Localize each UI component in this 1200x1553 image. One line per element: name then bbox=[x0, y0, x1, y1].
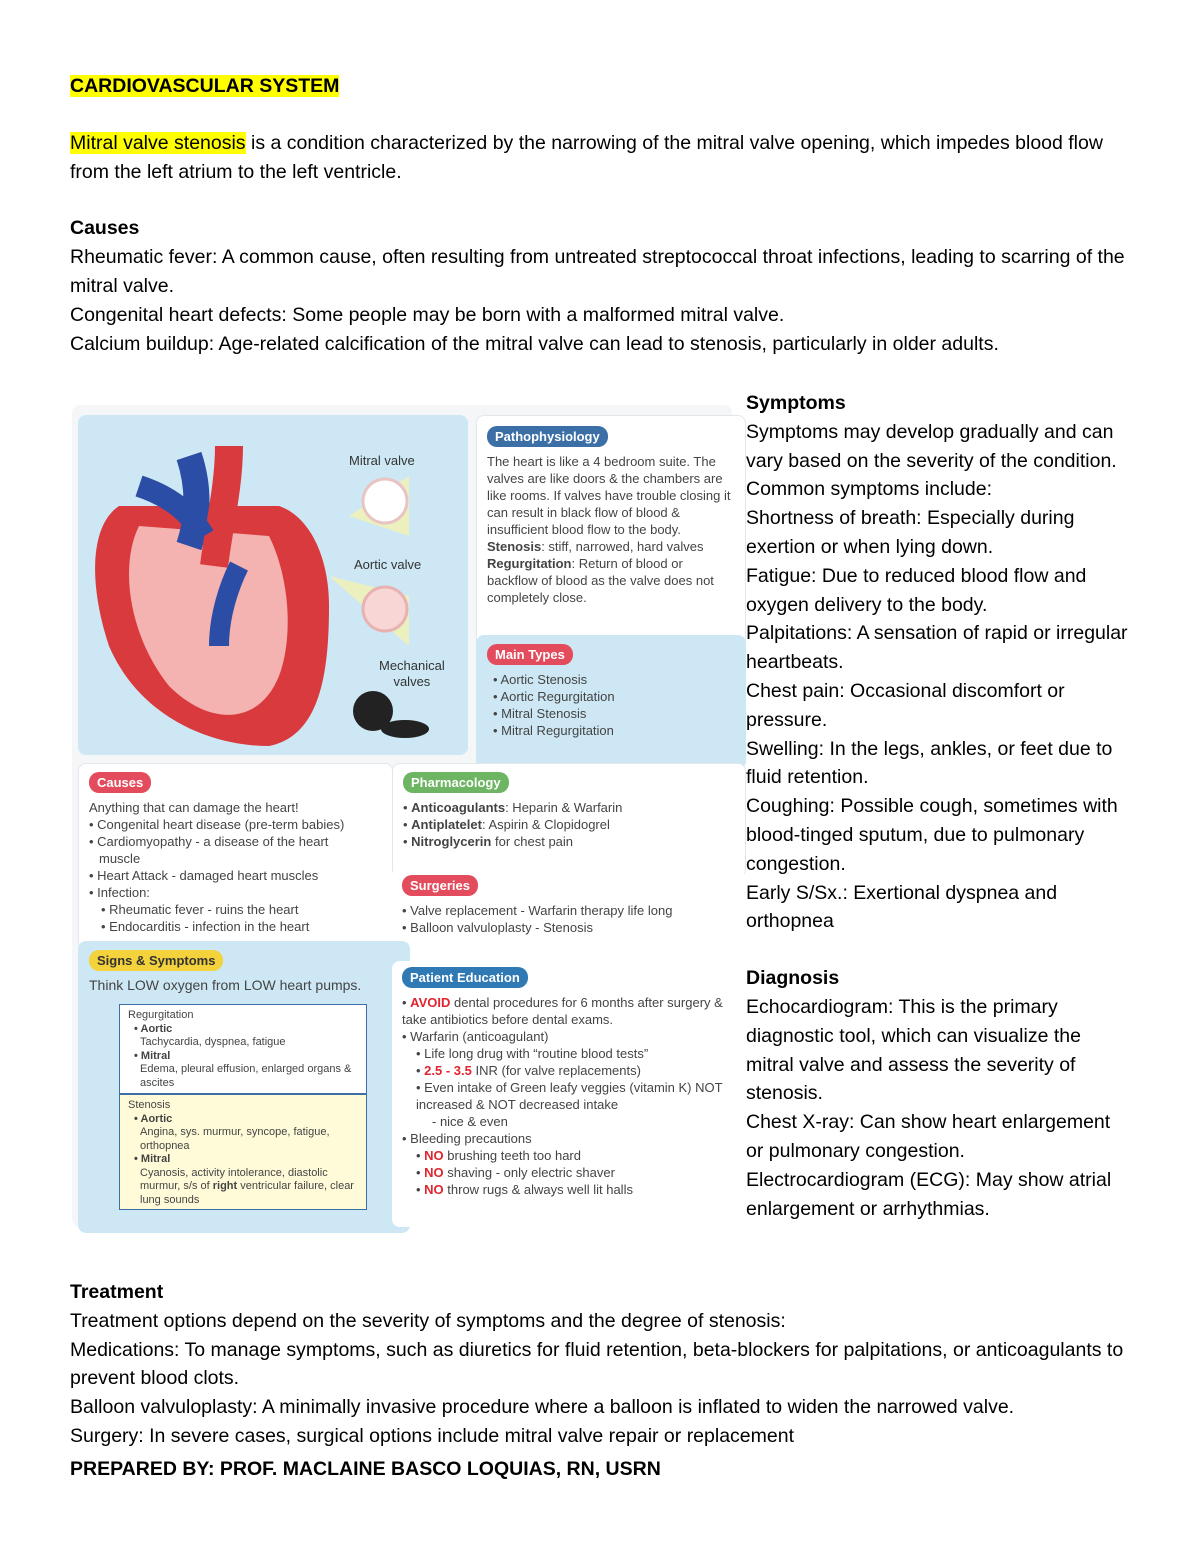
treatment-section bbox=[70, 1278, 1140, 1484]
symptom-line: Coughing: Possible cough, sometimes with blood-tinged sputum, due to pulmonary congestion. bbox=[746, 795, 1118, 875]
valve-infographic bbox=[72, 405, 732, 1227]
symptom-line: Common symptoms include: bbox=[746, 478, 992, 501]
list-item: • Mitral Stenosis bbox=[493, 706, 587, 721]
no-label: NO bbox=[424, 1182, 444, 1197]
patient-education-panel bbox=[392, 961, 744, 1227]
list-item: • Infection: bbox=[89, 885, 150, 900]
list-item: muscle bbox=[99, 851, 141, 866]
bleeding-item: • NO brushing teeth too hard bbox=[416, 1148, 581, 1163]
stenosis-text: : stiff, narrowed, hard valves bbox=[541, 539, 704, 554]
signs-tag: Signs & Symptoms bbox=[89, 950, 223, 971]
right-column bbox=[746, 389, 1131, 1223]
sten-mitral-c: ventricular failure, clear lung sounds bbox=[140, 1180, 354, 1206]
pharm-item: • Antiplatelet: Aspirin & Clopidogrel bbox=[403, 817, 610, 832]
causes-intro: Anything that can damage the heart! bbox=[89, 800, 299, 815]
stenosis-label: Stenosis bbox=[487, 539, 542, 554]
mitral-valve-label: Mitral valve bbox=[349, 453, 415, 468]
pharmacology-tag: Pharmacology bbox=[403, 772, 509, 793]
mechanical-valves-label bbox=[379, 658, 445, 690]
pharmacology-panel bbox=[392, 763, 746, 877]
aortic-valve-label: Aortic valve bbox=[354, 557, 422, 572]
inr-value: 2.5 - 3.5 bbox=[424, 1063, 472, 1078]
intro-term: Mitral valve stenosis bbox=[70, 131, 246, 154]
regurg-mitral-text: Edema, pleural effusion, enlarged organs & ascites bbox=[140, 1063, 352, 1089]
main-types-tag: Main Types bbox=[487, 644, 573, 665]
patho-regurgitation bbox=[487, 555, 735, 606]
pharm-bold: Anticoagulants bbox=[411, 800, 506, 815]
list-item: • Balloon valvuloplasty - Stenosis bbox=[402, 920, 593, 935]
bleeding-item: • NO throw rugs & always well lit halls bbox=[416, 1182, 633, 1197]
heart-panel bbox=[78, 415, 468, 755]
list-item: • Congenital heart disease (pre-term babies) bbox=[89, 817, 345, 832]
warfarin-item: • Even intake of Green leafy veggies (vitamin K) NOT increased & NOT decreased intake bbox=[416, 1080, 723, 1112]
treatment-line: Treatment options depend on the severity of symptoms and the degree of stenosis: bbox=[70, 1309, 786, 1332]
sten-mitral-label: • Mitral bbox=[134, 1153, 171, 1165]
bleeding-item: • NO shaving - only electric shaver bbox=[416, 1165, 615, 1180]
intro-text: is a condition characterized by the narrowing of the mitral valve opening, which impedes blood flow from the left atrium to the left ventricle. bbox=[70, 131, 1103, 183]
symptom-line: Fatigue: Due to reduced blood flow and oxygen delivery to the body. bbox=[746, 564, 1087, 616]
treatment-line: Balloon valvuloplasty: A minimally invasive procedure where a balloon is inflated to widen the narrowed valve. bbox=[70, 1396, 1015, 1419]
main-types-list bbox=[487, 671, 735, 739]
sten-aortic-label: • Aortic bbox=[134, 1112, 173, 1125]
surgeries-tag: Surgeries bbox=[402, 875, 478, 896]
pathophysiology-tag: Pathophysiology bbox=[487, 426, 608, 447]
patho-stenosis bbox=[487, 538, 735, 555]
stenosis-box bbox=[119, 1094, 367, 1210]
title-text: CARDIOVASCULAR SYSTEM bbox=[70, 75, 340, 97]
causes-heading: Causes bbox=[70, 217, 140, 240]
surgeries-panel bbox=[392, 867, 744, 967]
sten-aortic bbox=[128, 1113, 358, 1127]
signs-intro: Think LOW oxygen from LOW heart pumps. bbox=[89, 977, 362, 993]
diagnosis-line: Chest X-ray: Can show heart enlargement or pulmonary congestion. bbox=[746, 1111, 1111, 1162]
diagnosis-line: Echocardiogram: This is the primary diagnostic tool, which can visualize the mitral valve and assess the severity of stenosis. bbox=[746, 995, 1081, 1105]
list-item: • Aortic Stenosis bbox=[493, 672, 588, 687]
symptom-line: Shortness of breath: Especially during exertion or when lying down. bbox=[746, 507, 1075, 558]
treatment-heading: Treatment bbox=[70, 1281, 164, 1303]
regurg-title: Regurgitation bbox=[128, 1009, 194, 1021]
doc-title bbox=[70, 72, 1130, 101]
diagnosis-line: Electrocardiogram (ECG): May show atrial enlargement or arrhythmias. bbox=[746, 1168, 1112, 1220]
pathophysiology-panel bbox=[476, 415, 746, 647]
cause-item: Congenital heart defects: Some people may be born with a malformed mitral valve. bbox=[70, 303, 785, 326]
regurg-aortic-label: • Aortic bbox=[134, 1022, 173, 1035]
treatment-line: Medications: To manage symptoms, such as diuretics for fluid retention, beta-blockers for palpitations, or anticoagulants to prevent blood clots. bbox=[70, 1338, 1124, 1390]
symptom-line: Palpitations: A sensation of rapid or irregular heartbeats. bbox=[746, 622, 1128, 674]
no-label: NO bbox=[424, 1148, 444, 1163]
pharm-item: • Nitroglycerin for chest pain bbox=[403, 834, 574, 849]
bleeding-text: shaving - only electric shaver bbox=[443, 1165, 615, 1180]
symptom-line: Chest pain: Occasional discomfort or pressure. bbox=[746, 679, 1065, 731]
pharm-text: for chest pain bbox=[491, 834, 574, 849]
diagnosis-heading: Diagnosis bbox=[746, 967, 840, 990]
symptom-line: Swelling: In the legs, ankles, or feet due to fluid retention. bbox=[746, 737, 1113, 789]
list-item: • Aortic Regurgitation bbox=[493, 689, 615, 704]
treatment-line: Surgery: In severe cases, surgical options include mitral valve repair or replacement bbox=[70, 1424, 794, 1447]
pharm-bold: Nitroglycerin bbox=[411, 834, 492, 849]
warfarin-item: - nice & even bbox=[432, 1114, 508, 1129]
sten-mitral-a: Cyanosis, activity intolerance, diastolic murmur, s/s of bbox=[140, 1166, 328, 1192]
intro-paragraph bbox=[70, 129, 1130, 187]
symptom-line: Symptoms may develop gradually and can vary based on the severity of the condition. bbox=[746, 420, 1117, 472]
document-body bbox=[70, 72, 1130, 358]
regurg-mitral bbox=[128, 1050, 358, 1064]
list-item: • Heart Attack - damaged heart muscles bbox=[89, 868, 319, 883]
pharm-text: : Heparin & Warfarin bbox=[505, 800, 623, 815]
list-item: • Endocarditis - infection in the heart bbox=[101, 919, 310, 934]
no-label: NO bbox=[424, 1165, 444, 1180]
list-item: • Mitral Regurgitation bbox=[493, 723, 614, 738]
symptom-line: Early S/Sx.: Exertional dyspnea and orthopnea bbox=[746, 881, 1058, 933]
stenosis-title: Stenosis bbox=[128, 1099, 171, 1111]
regurgitation-box bbox=[119, 1004, 367, 1094]
regurg-label: Regurgitation bbox=[487, 556, 572, 571]
patho-text: The heart is like a 4 bedroom suite. The valves are like doors & the chambers are like rooms. If valves have trouble closing it can result in black flow of blood & insufficient blood flow to the body. bbox=[487, 454, 731, 537]
education-bleeding: • Bleeding precautions bbox=[402, 1131, 532, 1146]
sten-aortic-text: Angina, sys. murmur, syncope, fatigue, orthopnea bbox=[140, 1126, 330, 1152]
warfarin-item: • Life long drug with “routine blood tests” bbox=[416, 1046, 649, 1061]
regurg-mitral-label: • Mitral bbox=[134, 1049, 171, 1062]
regurg-text: : Return of blood or backflow of blood as the valve does not completely close. bbox=[487, 556, 714, 605]
avoid-text: dental procedures for 6 months after surgery & take antibiotics before dental exams. bbox=[402, 995, 723, 1027]
causes-tag: Causes bbox=[89, 772, 151, 793]
bleeding-text: brushing teeth too hard bbox=[443, 1148, 581, 1163]
pharm-item: • Anticoagulants: Heparin & Warfarin bbox=[403, 800, 623, 815]
pharm-text: : Aspirin & Clopidogrel bbox=[481, 817, 610, 832]
sten-mitral bbox=[128, 1153, 358, 1167]
causes-panel bbox=[78, 763, 393, 949]
warfarin-inr: • 2.5 - 3.5 INR (for valve replacements) bbox=[416, 1063, 641, 1078]
inr-text: INR (for valve replacements) bbox=[471, 1063, 641, 1078]
list-item: • Rheumatic fever - ruins the heart bbox=[101, 902, 299, 917]
avoid-label: AVOID bbox=[410, 995, 451, 1010]
cause-item: Rheumatic fever: A common cause, often resulting from untreated streptococcal throat infections, leading to scarring of the mitral valve. bbox=[70, 246, 1125, 297]
regurg-aortic-text: Tachycardia, dyspnea, fatigue bbox=[140, 1036, 286, 1048]
pharm-bold: Antiplatelet bbox=[411, 817, 482, 832]
education-warfarin: • Warfarin (anticoagulant) bbox=[402, 1029, 549, 1044]
list-item: • Valve replacement - Warfarin therapy life long bbox=[402, 903, 673, 918]
cause-item: Calcium buildup: Age-related calcification of the mitral valve can lead to stenosis, particularly in older adults. bbox=[70, 332, 999, 355]
main-types-panel bbox=[476, 635, 746, 769]
list-item: • Cardiomyopathy - a disease of the heart bbox=[89, 834, 329, 849]
bleeding-text: throw rugs & always well lit halls bbox=[443, 1182, 633, 1197]
mechanical-label-1: Mechanical bbox=[379, 658, 445, 673]
prepared-by: PREPARED BY: PROF. MACLAINE BASCO LOQUIAS, RN, USRN bbox=[70, 1457, 661, 1480]
sten-mitral-text bbox=[128, 1167, 358, 1208]
mechanical-label-2: valves bbox=[393, 674, 431, 689]
symptoms-heading: Symptoms bbox=[746, 392, 846, 414]
regurg-aortic bbox=[128, 1023, 358, 1037]
signs-symptoms-panel bbox=[78, 941, 410, 1233]
sten-mitral-b: right bbox=[212, 1180, 238, 1192]
education-tag: Patient Education bbox=[402, 967, 528, 988]
education-avoid: • AVOID dental procedures for 6 months after surgery & take antibiotics before dental exams. bbox=[402, 995, 723, 1027]
